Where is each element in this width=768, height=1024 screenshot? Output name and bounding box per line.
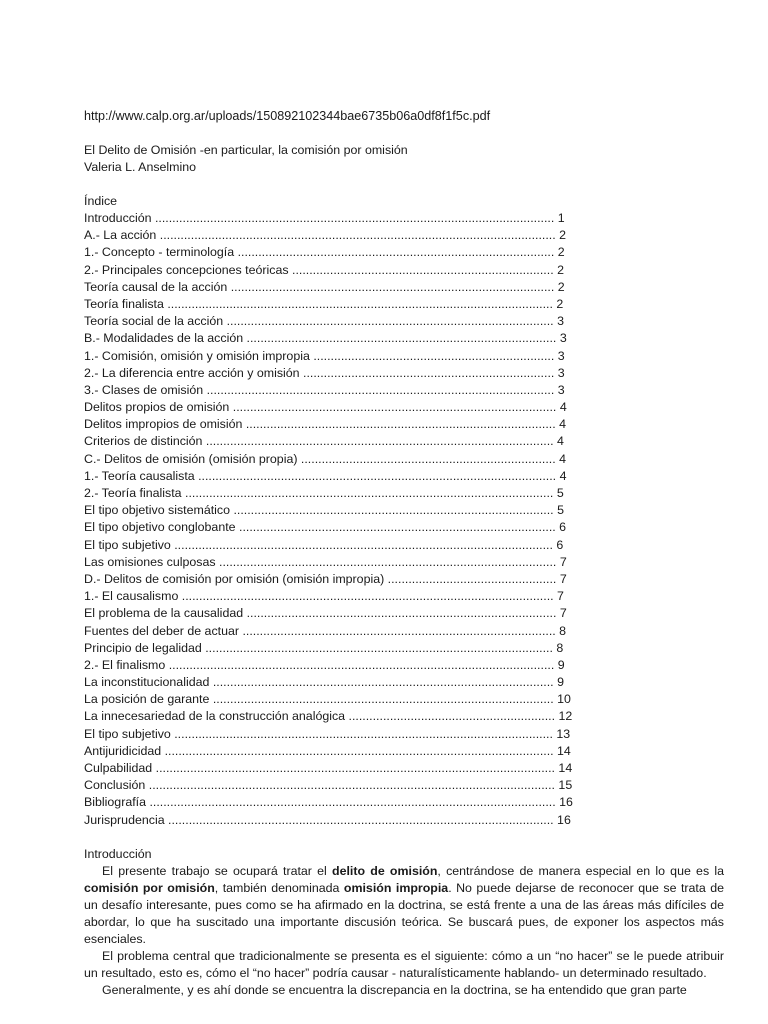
- toc-entry[interactable]: [84, 760, 724, 777]
- toc-page-number: 8: [556, 640, 564, 655]
- toc-dot-leader: ..............................................................................................: [227, 279, 558, 294]
- toc-page-number: 6: [559, 520, 567, 535]
- toc-entry[interactable]: [84, 640, 724, 657]
- toc-dot-leader: ......................................................................................................................: [145, 778, 559, 793]
- toc-entry-label: Teoría social de la acción: [84, 314, 224, 329]
- toc-page-number: 2: [557, 262, 564, 277]
- bold-term: delito de omisión: [332, 863, 438, 878]
- bold-term: omisión impropia: [343, 880, 449, 895]
- toc-entry-label: Teoría causal de la acción: [84, 279, 228, 294]
- toc-page-number: 14: [558, 761, 573, 775]
- intro-heading: Introducción: [84, 846, 152, 861]
- toc-dot-leader: ..........................................................................................: [243, 331, 560, 346]
- toc-entry-label: B.- Modalidades de la acción: [84, 331, 244, 346]
- toc-entry-label: 1.- Teoría causalista: [84, 468, 195, 483]
- toc-entry-label: Delitos impropios de omisión: [84, 417, 243, 432]
- toc-dot-leader: .................................................................................................................: [161, 743, 558, 758]
- toc-entry[interactable]: [84, 554, 724, 571]
- toc-entry[interactable]: [84, 262, 724, 279]
- toc-dot-leader: .....................................................................................................: [203, 382, 558, 397]
- toc-entry[interactable]: [84, 365, 724, 382]
- source-url[interactable]: http://www.calp.org.ar/uploads/150892102344bae6735b06a0df8f1f5c.pdf: [84, 109, 491, 123]
- toc-page-number: 7: [559, 554, 567, 569]
- toc-dot-leader: ...................................................................................................: [209, 675, 558, 690]
- toc-entry-label: La innecesariedad de la construcción analógica: [84, 709, 346, 724]
- toc-entry-label: El tipo subjetivo: [84, 537, 171, 552]
- toc-page-number: 2: [559, 228, 567, 243]
- toc-page-number: 12: [558, 709, 573, 724]
- toc-entry-label: La inconstitucionalidad: [84, 675, 210, 690]
- toc-entry[interactable]: [84, 330, 724, 347]
- toc-page-number: 1: [557, 211, 565, 225]
- toc-entry-label: 2.- El finalismo: [84, 657, 166, 672]
- text-run: El presente trabajo se ocupará tratar el: [102, 863, 332, 878]
- title-block: [84, 142, 724, 176]
- toc-entry[interactable]: [84, 794, 724, 811]
- toc-dot-leader: ...................................................................................................: [209, 692, 558, 707]
- toc-dot-leader: ......................................................................................................................: [146, 795, 560, 810]
- toc-dot-leader: ................................................................................................................: [164, 812, 558, 827]
- toc-dot-leader: ................................................................................................................: [165, 657, 558, 672]
- toc-entry[interactable]: [84, 348, 724, 365]
- document-author: Valeria L. Anselmino: [84, 160, 197, 174]
- toc-dot-leader: ....................................................................................................................: [152, 761, 559, 775]
- toc-entry[interactable]: [84, 571, 724, 588]
- toc-page-number: 15: [558, 778, 573, 793]
- toc-page-number: 2: [557, 245, 565, 260]
- toc-entry[interactable]: [84, 451, 724, 468]
- toc-entry-label: 1.- Concepto - terminología: [84, 245, 235, 260]
- toc-dot-leader: .................................................: [384, 571, 560, 586]
- toc-entry-label: Conclusión: [84, 778, 146, 793]
- bold-term: comisión por omisión: [84, 880, 215, 895]
- toc-entry[interactable]: [84, 244, 724, 261]
- toc-entry-label: Jurisprudencia: [84, 812, 165, 827]
- toc-entry[interactable]: [84, 399, 724, 416]
- toc-dot-leader: ........................................................................................................: [194, 468, 560, 483]
- toc-entry-label: La posición de garante: [84, 692, 210, 707]
- document-page: [84, 108, 724, 999]
- toc-entry[interactable]: [84, 502, 724, 519]
- toc-page-number: 5: [557, 503, 564, 518]
- toc-entry[interactable]: [84, 485, 724, 502]
- toc-entry[interactable]: [84, 657, 724, 674]
- toc-dot-leader: ..........................................................................................: [243, 606, 560, 621]
- toc-entry-label: Fuentes del deber de actuar: [84, 623, 239, 638]
- toc-page-number: 3: [559, 331, 567, 346]
- toc-dot-leader: ..................................................................................................: [215, 554, 560, 569]
- toc-page-number: 4: [559, 417, 567, 432]
- toc-entry[interactable]: [84, 623, 724, 640]
- toc-page-number: 14: [557, 743, 571, 758]
- toc-page-number: 3: [557, 348, 565, 363]
- toc-entry-label: Bibliografía: [84, 795, 146, 810]
- toc-dot-leader: ............................................................................: [288, 262, 558, 277]
- intro-paragraph-2: El problema central que tradicionalmente se presenta es el siguiente: cómo a un “no hacer” se le puede atribuir un resultado, esto es, cómo el “no hacer” podría causar - naturalísticamente hablando- un determinado resultado.: [84, 948, 724, 980]
- intro-paragraph-3: Generalmente, y es ahí donde se encuentra la discrepancia en la doctrina, se ha entendido que gran parte: [102, 982, 687, 997]
- toc-entry[interactable]: [84, 313, 724, 330]
- toc-page-number: 7: [557, 589, 564, 604]
- toc-page-number: 3: [557, 314, 564, 329]
- toc-entry-label: 2.- Teoría finalista: [84, 486, 182, 500]
- toc-entry-label: Culpabilidad: [84, 761, 153, 775]
- toc-entry[interactable]: [84, 537, 724, 554]
- toc-dot-leader: .....................................................................................................: [202, 434, 558, 449]
- toc-entry-label: D.- Delitos de comisión por omisión (omisión impropia): [84, 571, 385, 586]
- toc-entry[interactable]: [84, 227, 724, 244]
- text-run: . No puede dejarse de reconocer que se trata de un desafío interesante, pues como se ha afirmado en la doctrina, se está frente a una de las áreas más difíciles de abordar, lo que ha suscitado una importante discusión teórica. Se buscará pues, de exponer los aspectos más esenciales.: [84, 880, 724, 946]
- toc-entry-label: 2.- Principales concepciones teóricas: [84, 262, 289, 277]
- toc-entry-label: El problema de la causalidad: [84, 606, 244, 621]
- toc-entry[interactable]: [84, 588, 724, 605]
- toc-dot-leader: ..........................................................................: [297, 451, 560, 466]
- toc-entry[interactable]: [84, 605, 724, 622]
- toc-page-number: 13: [556, 726, 571, 741]
- toc-entry-label: Teoría finalista: [84, 296, 164, 311]
- toc-entry[interactable]: [84, 674, 724, 691]
- toc-dot-leader: .........................................................................: [299, 365, 558, 380]
- toc-page-number: 4: [559, 468, 567, 483]
- toc-page-number: 10: [557, 692, 571, 707]
- toc-entry-label: Introducción: [84, 211, 152, 225]
- toc-page-number: 16: [559, 795, 573, 810]
- toc-page-number: 9: [557, 657, 565, 672]
- table-of-contents: [84, 210, 724, 829]
- toc-dot-leader: ...................................................................................................................: [156, 228, 560, 243]
- toc-entry[interactable]: [84, 519, 724, 536]
- toc-dot-leader: ..............................................................................................................: [170, 537, 557, 552]
- toc-dot-leader: ....................................................................................................................: [151, 211, 558, 225]
- toc-entry-label: Antijuridicidad: [84, 743, 162, 758]
- toc-dot-leader: ............................................................................................: [235, 520, 560, 535]
- toc-entry[interactable]: [84, 382, 724, 399]
- toc-entry-label: 2.- La diferencia entre acción y omisión: [84, 365, 300, 380]
- toc-entry-label: Las omisiones culposas: [84, 554, 216, 569]
- toc-entry[interactable]: [84, 812, 724, 829]
- toc-dot-leader: ................................................................................................................: [163, 296, 557, 311]
- toc-entry[interactable]: [84, 468, 724, 485]
- toc-entry[interactable]: [84, 210, 724, 227]
- toc-entry[interactable]: [84, 726, 724, 743]
- toc-entry-label: Criterios de distinción: [84, 434, 203, 449]
- toc-dot-leader: ............................................................................................................: [178, 589, 558, 604]
- toc-page-number: 2: [556, 296, 564, 311]
- toc-dot-leader: ............................................................................................: [234, 245, 558, 260]
- toc-dot-leader: .............................................................................................: [230, 503, 558, 518]
- text-run: , centrándose de manera especial en lo que es la: [437, 863, 724, 878]
- toc-dot-leader: ......................................................................: [309, 348, 558, 363]
- toc-entry[interactable]: [84, 691, 724, 708]
- toc-entry[interactable]: [84, 708, 724, 725]
- toc-entry-label: Principio de legalidad: [84, 640, 202, 655]
- index-heading: Índice: [84, 194, 118, 208]
- toc-page-number: 9: [557, 675, 564, 690]
- intro-paragraph-1: [84, 863, 724, 948]
- toc-entry-label: 1.- Comisión, omisión y omisión impropia: [84, 348, 310, 363]
- toc-entry-label: 3.- Clases de omisión: [84, 382, 204, 397]
- toc-entry-label: A.- La acción: [84, 228, 157, 243]
- document-title: El Delito de Omisión -en particular, la comisión por omisión: [84, 143, 408, 157]
- toc-page-number: 4: [557, 434, 564, 449]
- toc-page-number: 5: [556, 486, 564, 500]
- toc-dot-leader: ..............................................................................................: [229, 400, 560, 415]
- toc-page-number: 8: [559, 623, 567, 638]
- text-run: , también denominada: [214, 880, 344, 895]
- toc-dot-leader: ..........................................................................................: [242, 417, 560, 432]
- toc-dot-leader: ...............................................................................................: [223, 314, 558, 329]
- toc-entry[interactable]: [84, 777, 724, 794]
- toc-entry[interactable]: [84, 743, 724, 760]
- toc-entry[interactable]: [84, 296, 724, 313]
- toc-dot-leader: ..............................................................................................................: [170, 726, 557, 741]
- toc-entry[interactable]: [84, 279, 724, 296]
- toc-entry[interactable]: [84, 433, 724, 450]
- toc-dot-leader: ............................................................: [345, 709, 559, 724]
- toc-page-number: 7: [559, 571, 567, 586]
- toc-entry-label: El tipo subjetivo: [84, 726, 171, 741]
- toc-page-number: 4: [559, 400, 567, 415]
- toc-entry-label: Delitos propios de omisión: [84, 400, 230, 415]
- toc-entry-label: El tipo objetivo sistemático: [84, 503, 231, 518]
- toc-page-number: 6: [556, 537, 564, 552]
- toc-page-number: 2: [557, 279, 565, 294]
- toc-dot-leader: .....................................................................................................: [201, 640, 557, 655]
- toc-page-number: 3: [557, 365, 565, 380]
- toc-page-number: 3: [557, 382, 565, 397]
- toc-page-number: 7: [559, 606, 567, 621]
- toc-entry-label: El tipo objetivo conglobante: [84, 520, 236, 535]
- toc-entry-label: 1.- El causalismo: [84, 589, 179, 604]
- toc-dot-leader: ...........................................................................................: [239, 623, 560, 638]
- toc-page-number: 16: [557, 812, 571, 827]
- toc-entry[interactable]: [84, 416, 724, 433]
- toc-entry-label: C.- Delitos de omisión (omisión propia): [84, 451, 298, 466]
- toc-dot-leader: ...........................................................................................................: [181, 486, 557, 500]
- toc-page-number: 4: [559, 451, 567, 466]
